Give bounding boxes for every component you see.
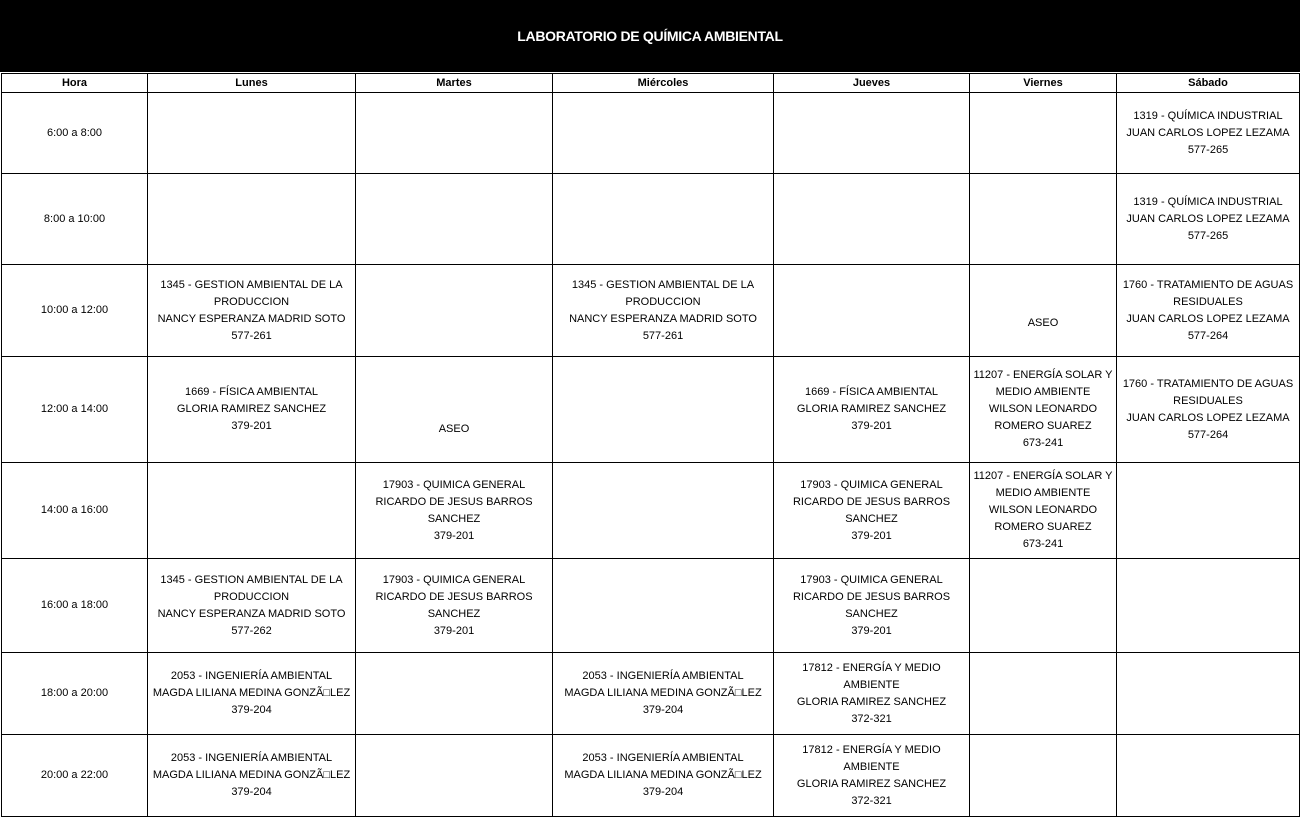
course-code: 379-201 bbox=[433, 529, 475, 542]
course-detail: MAGDA LILIANA MEDINA GONZÃ□LEZ bbox=[564, 687, 762, 699]
course-code: 379-204 bbox=[642, 704, 684, 716]
course-detail: RICARDO DE JESUS BARROS SANCHEZ bbox=[792, 495, 951, 525]
course-name: 2053 - INGENIERÍA AMBIENTAL bbox=[170, 670, 333, 682]
course-name: ASEO bbox=[438, 423, 470, 435]
schedule-cell-sabado bbox=[1117, 653, 1300, 735]
course-code: 577-261 bbox=[231, 329, 272, 342]
schedule-cell-lunes bbox=[148, 653, 356, 735]
course-name: 17903 - QUIMICA GENERAL bbox=[382, 573, 526, 586]
course-detail: GLORIA RAMIREZ SANCHEZ bbox=[796, 777, 947, 790]
course-detail: JUAN CARLOS LOPEZ LEZAMA bbox=[1126, 212, 1290, 225]
course-detail: JUAN CARLOS LOPEZ LEZAMA bbox=[1126, 411, 1290, 424]
schedule-cell-lunes bbox=[148, 735, 356, 817]
time-slot-cell: 16:00 a 18:00 bbox=[2, 559, 148, 653]
schedule-cell-viernes bbox=[970, 735, 1117, 817]
schedule-cell-lunes bbox=[148, 559, 356, 653]
schedule-table bbox=[1, 73, 1300, 817]
schedule-cell-jueves bbox=[774, 735, 970, 817]
course-detail: RICARDO DE JESUS BARROS SANCHEZ bbox=[792, 590, 951, 620]
schedule-cell-lunes bbox=[148, 265, 356, 357]
course-code: 379-201 bbox=[851, 420, 892, 432]
schedule-cell-miercoles bbox=[553, 93, 774, 174]
schedule-cell-lunes bbox=[148, 93, 356, 174]
course-name: 1345 - GESTION AMBIENTAL DE LA PRODUCCION bbox=[160, 573, 343, 603]
course-code: 379-204 bbox=[231, 786, 272, 798]
course-detail: MAGDA LILIANA MEDINA GONZÃ□LEZ bbox=[564, 769, 762, 781]
course-code: 673-241 bbox=[1022, 538, 1064, 550]
course-code: 577-264 bbox=[1187, 329, 1229, 342]
table-row bbox=[2, 463, 1300, 559]
header-jueves: Jueves bbox=[774, 74, 970, 93]
course-detail: NANCY ESPERANZA MADRID SOTO bbox=[569, 312, 757, 325]
page-title: LABORATORIO DE QUÍMICA AMBIENTAL bbox=[0, 0, 1300, 72]
course-detail: GLORIA RAMIREZ SANCHEZ bbox=[796, 695, 947, 708]
course-name: 17903 - QUIMICA GENERAL bbox=[382, 478, 526, 491]
schedule-cell-martes bbox=[356, 174, 553, 265]
course-name: 1319 - QUÍMICA INDUSTRIAL bbox=[1133, 195, 1283, 208]
course-code: 379-201 bbox=[851, 624, 892, 637]
course-name: 11207 - ENERGÍA SOLAR Y MEDIO AMBIENTE bbox=[973, 470, 1113, 499]
course-code: 379-204 bbox=[231, 704, 272, 716]
course-detail: JUAN CARLOS LOPEZ LEZAMA bbox=[1126, 126, 1290, 139]
table-row bbox=[2, 265, 1300, 357]
header-row bbox=[2, 74, 1300, 93]
course-code: 379-201 bbox=[433, 624, 475, 637]
table-row bbox=[2, 735, 1300, 817]
schedule-cell-jueves bbox=[774, 463, 970, 559]
course-detail: WILSON LEONARDO ROMERO SUAREZ bbox=[988, 403, 1098, 432]
schedule-cell-lunes bbox=[148, 357, 356, 463]
schedule-cell-lunes bbox=[148, 463, 356, 559]
header-hora: Hora bbox=[2, 74, 148, 93]
schedule-cell-sabado bbox=[1117, 735, 1300, 817]
time-slot-cell: 14:00 a 16:00 bbox=[2, 463, 148, 559]
course-detail: MAGDA LILIANA MEDINA GONZÃ□LEZ bbox=[152, 687, 351, 699]
schedule-cell-martes bbox=[356, 559, 553, 653]
table-row bbox=[2, 653, 1300, 735]
schedule-cell-viernes bbox=[970, 265, 1117, 357]
course-detail: JUAN CARLOS LOPEZ LEZAMA bbox=[1126, 312, 1290, 325]
course-code: 673-241 bbox=[1022, 437, 1064, 449]
header-viernes: Viernes bbox=[970, 74, 1117, 93]
schedule-cell-sabado bbox=[1117, 559, 1300, 653]
schedule-cell-viernes bbox=[970, 174, 1117, 265]
table-row bbox=[2, 357, 1300, 463]
course-detail: NANCY ESPERANZA MADRID SOTO bbox=[157, 312, 346, 325]
schedule-cell-jueves bbox=[774, 265, 970, 357]
header-sabado: Sábado bbox=[1117, 74, 1300, 93]
course-code: 577-265 bbox=[1187, 229, 1229, 242]
course-detail: RICARDO DE JESUS BARROS SANCHEZ bbox=[375, 495, 533, 525]
schedule-cell-miercoles bbox=[553, 265, 774, 357]
time-slot-cell: 6:00 a 8:00 bbox=[2, 93, 148, 174]
time-slot-cell: 8:00 a 10:00 bbox=[2, 174, 148, 265]
course-name: 1319 - QUÍMICA INDUSTRIAL bbox=[1133, 109, 1283, 122]
schedule-cell-jueves bbox=[774, 357, 970, 463]
course-name: 2053 - INGENIERÍA AMBIENTAL bbox=[582, 752, 744, 764]
schedule-cell-martes bbox=[356, 735, 553, 817]
schedule-cell-miercoles bbox=[553, 735, 774, 817]
header-lunes: Lunes bbox=[148, 74, 356, 93]
course-name: 11207 - ENERGÍA SOLAR Y MEDIO AMBIENTE bbox=[973, 369, 1113, 398]
time-slot-cell: 18:00 a 20:00 bbox=[2, 653, 148, 735]
course-detail: GLORIA RAMIREZ SANCHEZ bbox=[176, 403, 327, 415]
schedule-cell-jueves bbox=[774, 559, 970, 653]
schedule-cell-viernes bbox=[970, 357, 1117, 463]
table-row bbox=[2, 559, 1300, 653]
schedule-cell-sabado bbox=[1117, 265, 1300, 357]
course-code: 379-201 bbox=[851, 529, 892, 542]
course-name: 1345 - GESTION AMBIENTAL DE LA PRODUCCION bbox=[571, 278, 755, 308]
course-detail: RICARDO DE JESUS BARROS SANCHEZ bbox=[375, 590, 533, 620]
course-name: 1760 - TRATAMIENTO DE AGUAS RESIDUALES bbox=[1122, 377, 1294, 407]
schedule-cell-sabado bbox=[1117, 463, 1300, 559]
course-code: 577-261 bbox=[642, 329, 684, 342]
schedule-cell-miercoles bbox=[553, 559, 774, 653]
course-name: 2053 - INGENIERÍA AMBIENTAL bbox=[170, 752, 333, 764]
schedule-cell-martes bbox=[356, 357, 553, 463]
course-name: 17903 - QUIMICA GENERAL bbox=[800, 478, 943, 491]
course-name: 17812 - ENERGÍA Y MEDIO AMBIENTE bbox=[802, 661, 941, 691]
course-code: 577-264 bbox=[1187, 428, 1229, 441]
schedule-cell-miercoles bbox=[553, 357, 774, 463]
course-name: 1760 - TRATAMIENTO DE AGUAS RESIDUALES bbox=[1122, 278, 1294, 308]
time-slot-cell: 20:00 a 22:00 bbox=[2, 735, 148, 817]
course-name: 1669 - FÍSICA AMBIENTAL bbox=[804, 386, 939, 398]
time-slot-cell: 12:00 a 14:00 bbox=[2, 357, 148, 463]
schedule-cell-jueves bbox=[774, 93, 970, 174]
schedule-cell-jueves bbox=[774, 653, 970, 735]
schedule-cell-viernes bbox=[970, 93, 1117, 174]
schedule-cell-sabado bbox=[1117, 93, 1300, 174]
schedule-cell-viernes bbox=[970, 463, 1117, 559]
course-name: 2053 - INGENIERÍA AMBIENTAL bbox=[582, 670, 744, 682]
course-code: 577-262 bbox=[231, 624, 272, 637]
schedule-body bbox=[2, 93, 1300, 817]
course-name: 17903 - QUIMICA GENERAL bbox=[800, 573, 943, 586]
course-detail: WILSON LEONARDO ROMERO SUAREZ bbox=[988, 504, 1098, 533]
schedule-cell-martes bbox=[356, 265, 553, 357]
time-slot-cell: 10:00 a 12:00 bbox=[2, 265, 148, 357]
schedule-cell-sabado bbox=[1117, 174, 1300, 265]
course-code: 372-321 bbox=[851, 712, 892, 725]
header-martes: Martes bbox=[356, 74, 553, 93]
course-code: 379-204 bbox=[642, 786, 684, 798]
schedule-cell-miercoles bbox=[553, 653, 774, 735]
course-code: 577-265 bbox=[1187, 143, 1229, 156]
course-code: 379-201 bbox=[231, 420, 272, 432]
table-row bbox=[2, 174, 1300, 265]
schedule-cell-martes bbox=[356, 463, 553, 559]
course-code: 372-321 bbox=[851, 794, 892, 807]
schedule-cell-martes bbox=[356, 93, 553, 174]
schedule-cell-jueves bbox=[774, 174, 970, 265]
course-name: 1345 - GESTION AMBIENTAL DE LA PRODUCCION bbox=[160, 278, 343, 308]
course-name: 17812 - ENERGÍA Y MEDIO AMBIENTE bbox=[802, 743, 941, 773]
schedule-cell-viernes bbox=[970, 559, 1117, 653]
schedule-cell-viernes bbox=[970, 653, 1117, 735]
schedule-cell-miercoles bbox=[553, 174, 774, 265]
course-detail: GLORIA RAMIREZ SANCHEZ bbox=[796, 403, 947, 415]
schedule-cell-lunes bbox=[148, 174, 356, 265]
course-name: ASEO bbox=[1027, 317, 1059, 329]
course-detail: MAGDA LILIANA MEDINA GONZÃ□LEZ bbox=[152, 769, 351, 781]
header-miercoles: Miércoles bbox=[553, 74, 774, 93]
schedule-cell-miercoles bbox=[553, 463, 774, 559]
table-row bbox=[2, 93, 1300, 174]
course-name: 1669 - FÍSICA AMBIENTAL bbox=[184, 386, 319, 398]
schedule-cell-martes bbox=[356, 653, 553, 735]
schedule-cell-sabado bbox=[1117, 357, 1300, 463]
course-detail: NANCY ESPERANZA MADRID SOTO bbox=[157, 607, 346, 620]
